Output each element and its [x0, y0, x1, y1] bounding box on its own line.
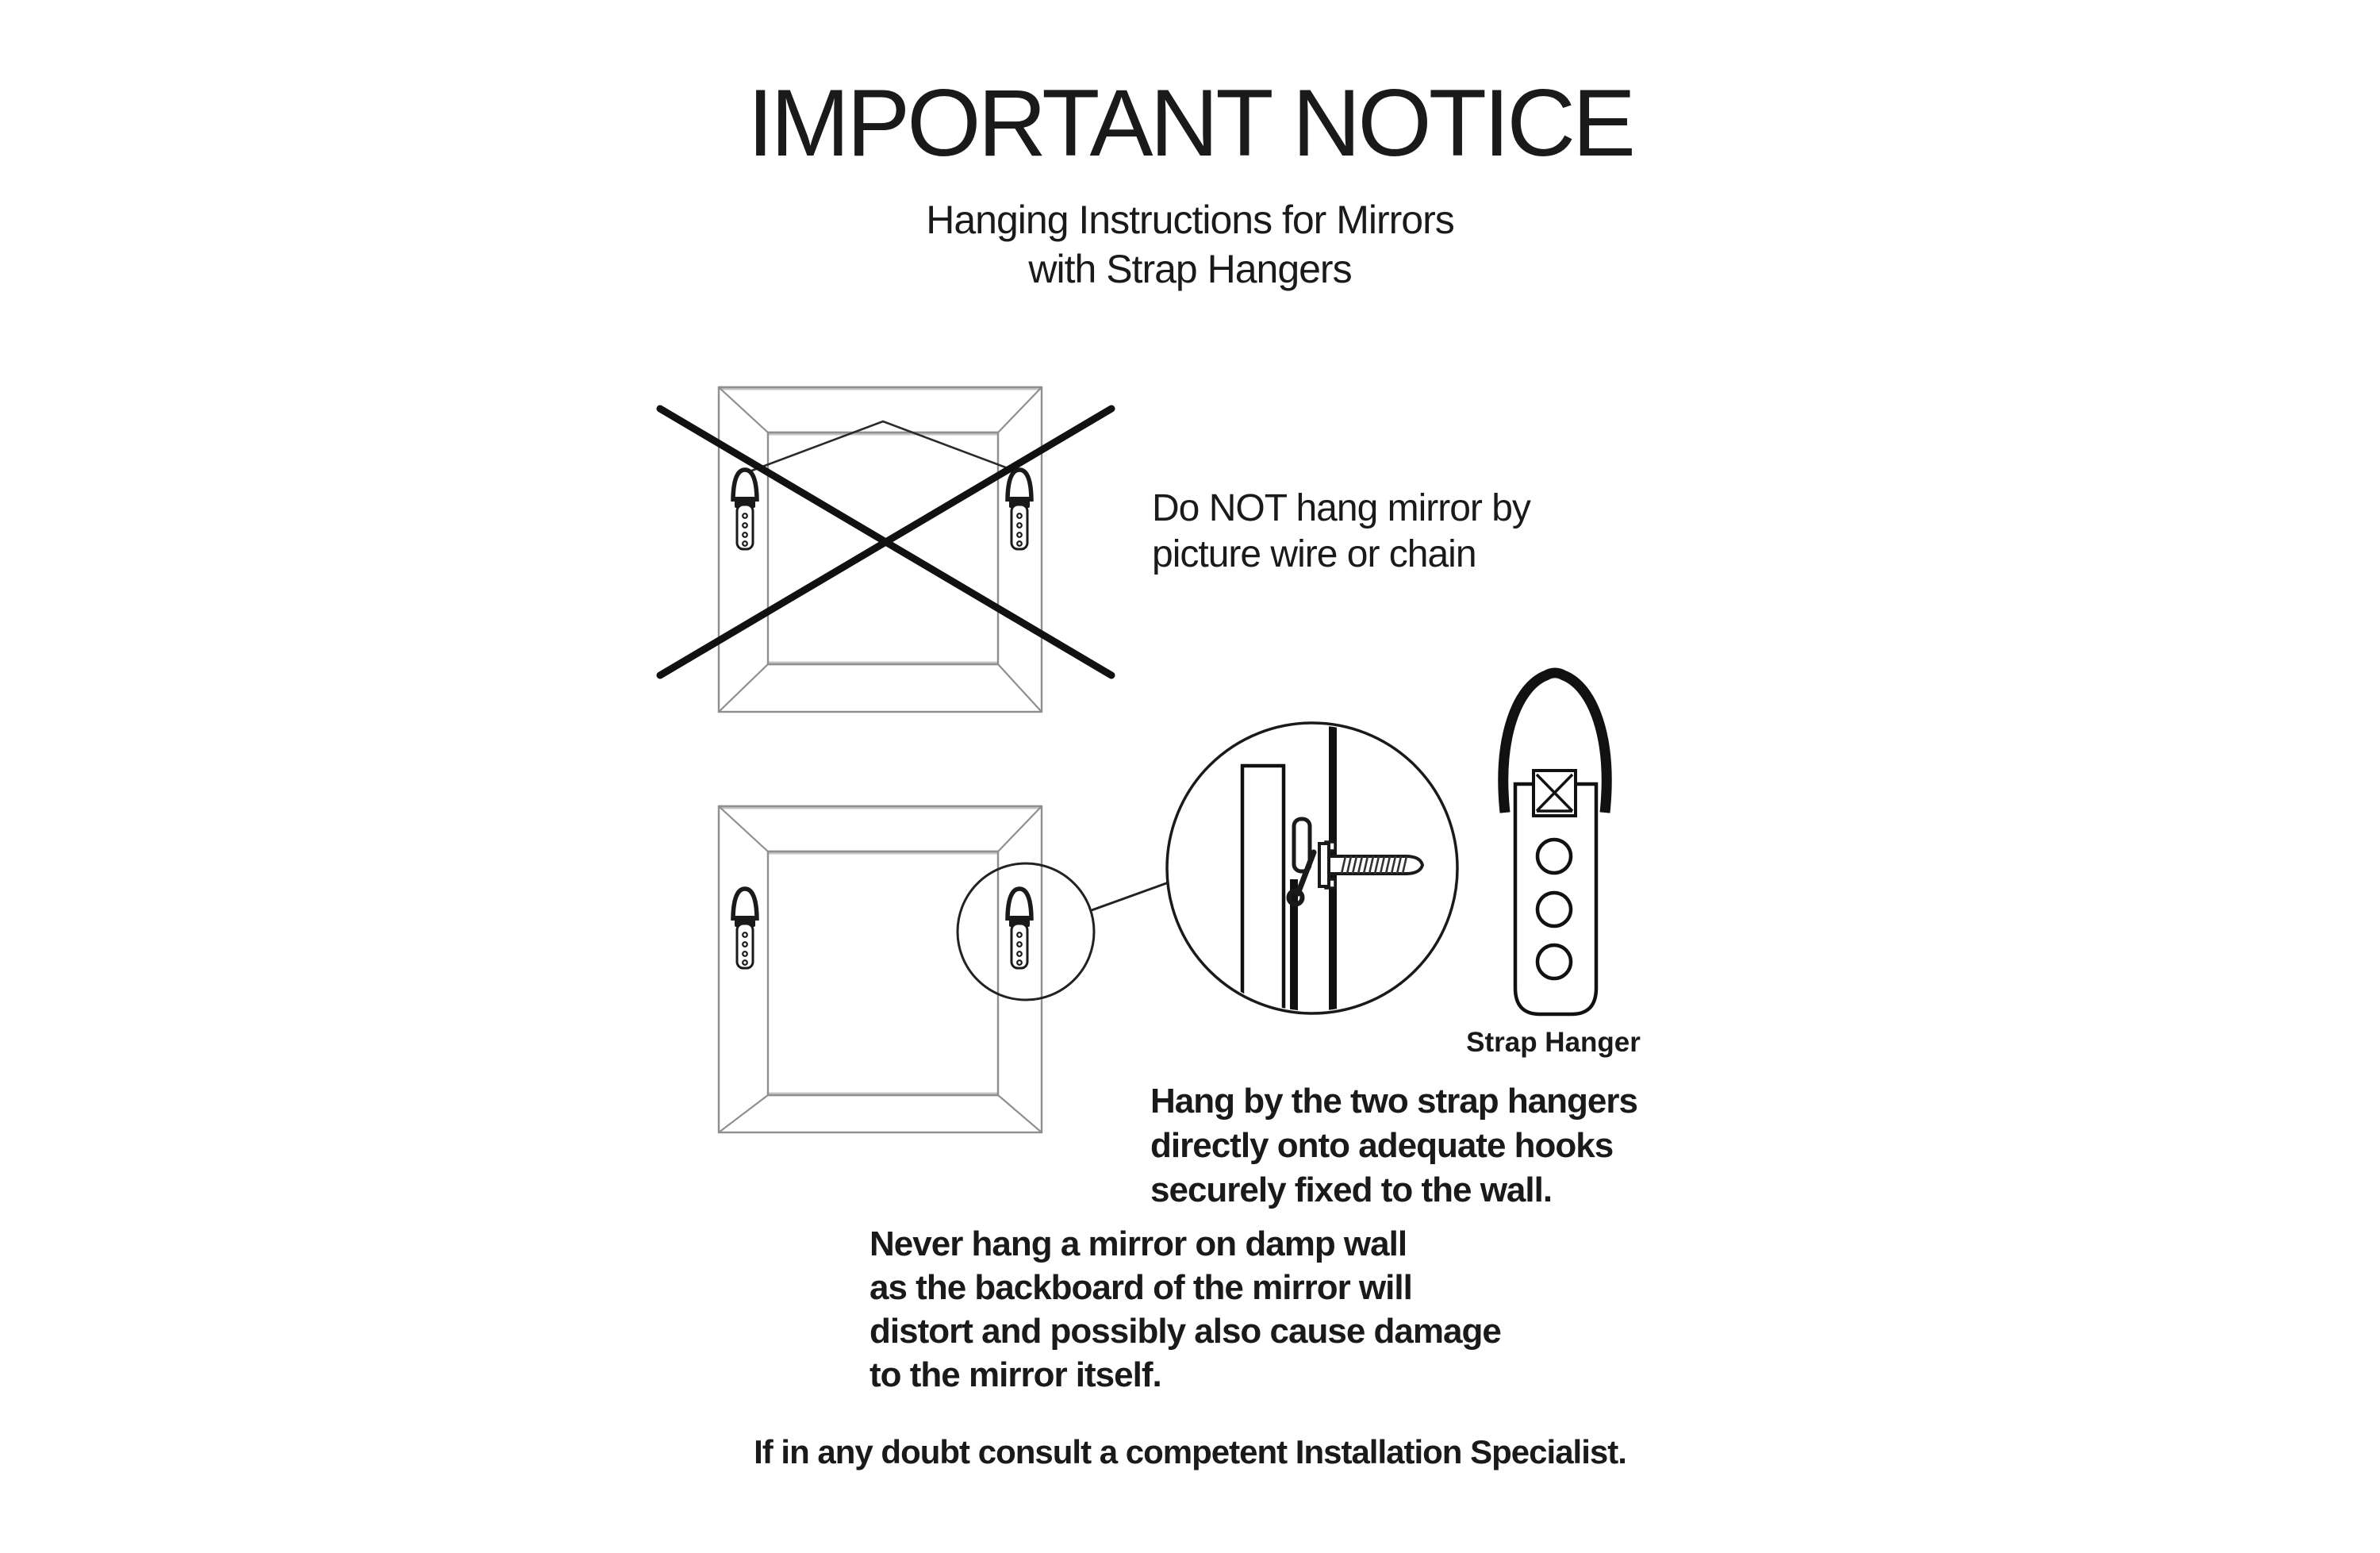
strap-hanger-mini-left [733, 889, 757, 968]
footer-advice: If in any doubt consult a competent Installation Specialist. [754, 1433, 1626, 1470]
hanger-hole [1537, 893, 1571, 926]
strap-hanger-mini-left [733, 470, 757, 549]
frame-board-section [1242, 766, 1284, 1009]
wall-hook-detail-magnifier [1167, 722, 1457, 1014]
frame-corner-bevel [719, 387, 768, 432]
text-line: Never hang a mirror on damp wall [869, 1224, 1407, 1263]
callout-leader-line [1092, 882, 1169, 910]
crossed-mirror-diagram [660, 387, 1111, 712]
frame-corner-bevel [719, 664, 768, 712]
text-line: with Strap Hangers [1028, 247, 1352, 291]
hanger-hole [1537, 945, 1571, 978]
page-subtitle [0, 195, 2380, 294]
mirror-inner-frame [768, 851, 998, 1095]
frame-corner-bevel [998, 1095, 1042, 1132]
frame-corner-bevel [719, 806, 768, 851]
frame-corner-bevel [998, 806, 1042, 851]
strap-hung-mirror-diagram [719, 806, 1169, 1132]
frame-corner-bevel [719, 1095, 768, 1132]
text-line: directly onto adequate hooks [1150, 1126, 1614, 1165]
mirror-inner-frame [768, 432, 998, 664]
text-line: Hang by the two strap hangers [1150, 1082, 1637, 1121]
picture-wire-line [750, 421, 1016, 471]
note-do-not-hang-by-wire [1152, 486, 1530, 578]
note-never-hang-damp-wall [869, 1222, 1501, 1397]
text-line: to the mirror itself. [869, 1355, 1161, 1394]
text-line: distort and possibly also cause damage [869, 1312, 1501, 1351]
note-hang-by-strap-hangers [1150, 1079, 1637, 1213]
frame-corner-bevel [998, 387, 1042, 432]
text-line: Do NOT hang mirror by [1152, 487, 1530, 529]
text-line: picture wire or chain [1152, 533, 1476, 575]
strap-hanger-label: Strap Hanger [1466, 1027, 1641, 1058]
strap-hanger-mini-right [1008, 470, 1031, 549]
text-line: Hanging Instructions for Mirrors [926, 198, 1454, 242]
no-cross-icon [660, 409, 1111, 675]
frame-corner-bevel [998, 664, 1042, 712]
hanger-hole [1537, 840, 1571, 873]
strap-hanger-mini-right [1008, 889, 1031, 968]
text-line: securely fixed to the wall. [1150, 1171, 1553, 1209]
strap-hanger-illustration [1503, 673, 1606, 1014]
page-title: IMPORTANT NOTICE [747, 70, 1633, 176]
text-line: as the backboard of the mirror will [869, 1268, 1412, 1307]
